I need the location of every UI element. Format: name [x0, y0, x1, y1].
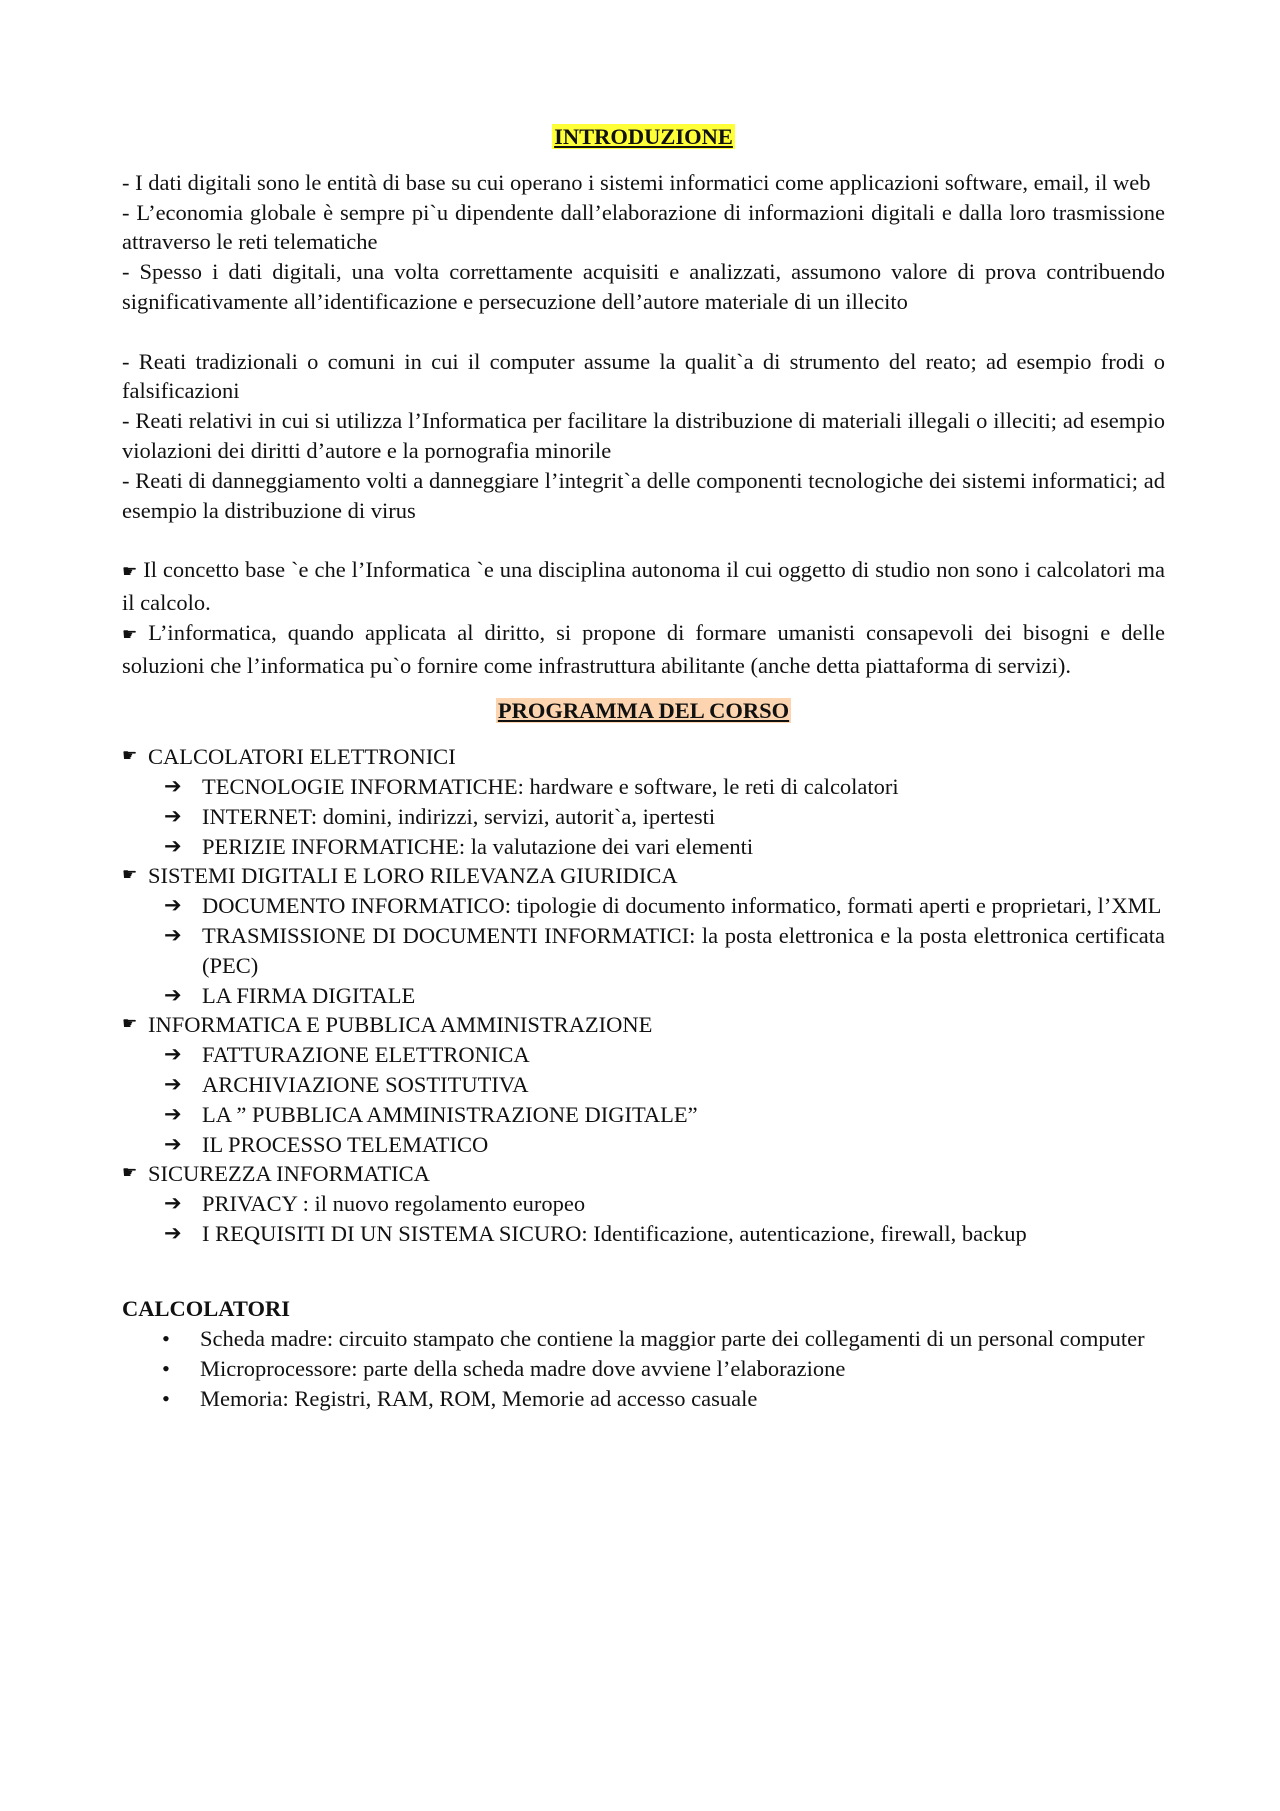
list-item-text: Memoria: Registri, RAM, ROM, Memorie ad accesso casuale: [200, 1385, 758, 1411]
crime-paragraph: - Reati relativi in cui si utilizza l’Informatica per facilitare la distribuzione di materiali illegali o illeciti; ad esempio violazioni dei diritti d’autore e la pornografia minorile: [122, 408, 1165, 463]
pointing-hand-icon: ☛: [122, 562, 138, 583]
program-item: [122, 1130, 1165, 1160]
intro-paragraph: - I dati digitali sono le entità di base su cui operano i sistemi informatici come applicazioni software, email, il web: [122, 169, 1151, 195]
program-item: [122, 1100, 1165, 1130]
program-item: [122, 921, 1165, 981]
program-item: [122, 1219, 1165, 1249]
programma-heading: [122, 696, 1165, 726]
spacer: [122, 1249, 1165, 1279]
program-section-title: CALCOLATORI ELETTRONICI: [148, 744, 456, 770]
program-item-text: INTERNET: domini, indirizzi, servizi, autorit`a, ipertesti: [202, 803, 716, 829]
bold-arrow-right-icon: ➔: [164, 1071, 182, 1096]
intro-block-1: [122, 168, 1165, 317]
program-item-text: ARCHIVIAZIONE SOSTITUTIVA: [202, 1071, 529, 1097]
crime-paragraph: - Reati di danneggiamento volti a danneggiare l’integrit`a delle componenti tecnologiche dei sistemi informatici; ad esempio la distribuzione di virus: [122, 467, 1165, 523]
bold-arrow-right-icon: ➔: [164, 833, 182, 858]
list-item: [122, 1354, 1165, 1384]
program-item: [122, 1070, 1165, 1100]
spacer: [122, 525, 1165, 555]
intro-block-2: [122, 347, 1165, 526]
intro-notes: [122, 555, 1165, 680]
bullet-dot-icon: •: [162, 1326, 170, 1352]
crime-paragraph: - Reati tradizionali o comuni in cui il computer assume la qualit`a di strumento del reato; ad esempio frodi o falsificazioni: [122, 348, 1165, 404]
intro-paragraph: - L’economia globale è sempre pi`u dipendente dall’elaborazione di informazioni digitali e dalla loro trasmissione attraverso le reti telematiche: [122, 199, 1165, 255]
bullet-dot-icon: •: [162, 1356, 170, 1382]
program-item: [122, 1040, 1165, 1070]
program-item: [122, 832, 1165, 862]
bold-arrow-right-icon: ➔: [164, 1191, 182, 1216]
program-item-text: IL PROCESSO TELEMATICO: [202, 1131, 489, 1157]
calcolatori-title: CALCOLATORI: [122, 1296, 290, 1322]
bold-arrow-right-icon: ➔: [164, 1131, 182, 1156]
spacer: [122, 317, 1165, 347]
bold-arrow-right-icon: ➔: [164, 922, 182, 947]
programma-heading-text: PROGRAMMA DEL CORSO: [497, 698, 790, 724]
program-section-title: SICUREZZA INFORMATICA: [148, 1161, 430, 1187]
intro-paragraph: - Spesso i dati digitali, una volta correttamente acquisiti e analizzati, assumono valore di prova contribuendo significativamente all’identificazione e persecuzione dell’autore materiale di un illecito: [122, 259, 1165, 314]
list-item: [122, 1384, 1165, 1414]
calcolatori-list: [122, 1324, 1165, 1413]
program-section-title: SISTEMI DIGITALI E LORO RILEVANZA GIURIDICA: [148, 863, 678, 889]
intro-heading-text: INTRODUZIONE: [554, 124, 733, 149]
bold-arrow-right-icon: ➔: [164, 1101, 182, 1126]
program-item: [122, 772, 1165, 802]
pointing-hand-icon: ☛: [122, 1163, 138, 1184]
bold-arrow-right-icon: ➔: [164, 893, 182, 918]
program-section: [122, 1159, 1165, 1189]
bold-arrow-right-icon: ➔: [164, 1220, 182, 1245]
list-item-text: Microprocessore: parte della scheda madre dove avviene l’elaborazione: [200, 1356, 846, 1382]
program-item-text: I REQUISITI DI UN SISTEMA SICURO: Identificazione, autenticazione, firewall, backup: [202, 1220, 1027, 1246]
program-section: [122, 1010, 1165, 1040]
list-item: [122, 1324, 1165, 1354]
program-item-text: TECNOLOGIE INFORMATICHE: hardware e software, le reti di calcolatori: [202, 773, 899, 799]
program-item-text: DOCUMENTO INFORMATICO: tipologie di documento informatico, formati aperti e proprietari, l’XML: [202, 893, 1162, 919]
program-section-title: INFORMATICA E PUBBLICA AMMINISTRAZIONE: [148, 1012, 653, 1038]
program-item: [122, 981, 1165, 1011]
program-item-text: LA FIRMA DIGITALE: [202, 982, 416, 1008]
spacer: [122, 680, 1165, 696]
bold-arrow-right-icon: ➔: [164, 773, 182, 798]
program-section: [122, 742, 1165, 772]
program-item: [122, 1189, 1165, 1219]
program-item-text: FATTURAZIONE ELETTRONICA: [202, 1042, 530, 1068]
pointing-hand-icon: ☛: [122, 1014, 138, 1035]
pointing-hand-icon: ☛: [122, 865, 138, 886]
bold-arrow-right-icon: ➔: [164, 982, 182, 1007]
program-item-text: PERIZIE INFORMATICHE: la valutazione dei vari elementi: [202, 833, 754, 859]
list-item-text: Scheda madre: circuito stampato che contiene la maggior parte dei collegamenti di un personal computer: [200, 1326, 1145, 1352]
pointing-hand-icon: ☛: [122, 624, 138, 645]
bold-arrow-right-icon: ➔: [164, 1042, 182, 1067]
program-item: [122, 802, 1165, 832]
program-item-text: TRASMISSIONE DI DOCUMENTI INFORMATICI: la posta elettronica e la posta elettronica certificata (PEC): [202, 922, 1165, 978]
programma-list: [122, 742, 1165, 1249]
program-item-text: PRIVACY : il nuovo regolamento europeo: [202, 1191, 586, 1217]
note-paragraph: ☛ L’informatica, quando applicata al diritto, si propone di formare umanisti consapevoli dei bisogni e delle soluzioni che l’informatica pu`o fornire come infrastruttura abilitante (anche detta piattaforma di servizi).: [122, 619, 1165, 678]
pointing-hand-icon: ☛: [122, 746, 138, 767]
bold-arrow-right-icon: ➔: [164, 803, 182, 828]
program-section: [122, 861, 1165, 891]
bullet-dot-icon: •: [162, 1385, 170, 1411]
intro-heading: [122, 122, 1165, 152]
program-item: [122, 891, 1165, 921]
program-item-text: LA ” PUBBLICA AMMINISTRAZIONE DIGITALE”: [202, 1101, 698, 1127]
spacer: [122, 1278, 1165, 1294]
note-paragraph: ☛ Il concetto base `e che l’Informatica `e una disciplina autonoma il cui oggetto di studio non sono i calcolatori ma il calcolo.: [122, 557, 1165, 615]
